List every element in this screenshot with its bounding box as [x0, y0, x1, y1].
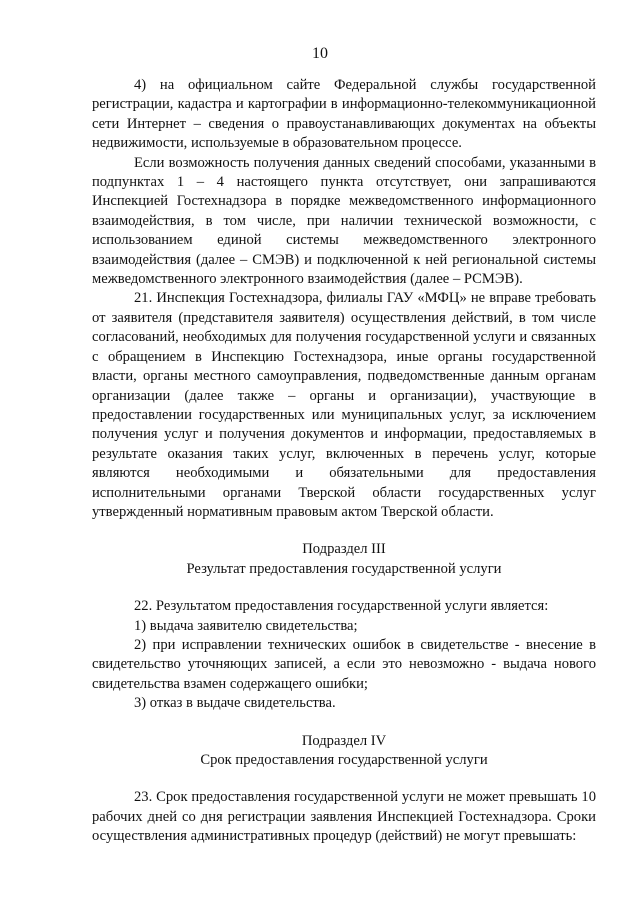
paragraph-item-4: 4) на официальном сайте Федеральной службы государственной регистрации, кадастра и картографии в информационно-телекоммуникационной сети Интернет – сведения о правоустанавливающих документах на объекты недвижимости, используемые в образовательном процессе.	[92, 77, 596, 152]
paragraph-smev: Если возможность получения данных сведений способами, указанными в подпунктах 1 – 4 настоящего пункта отсутствует, они запрашиваются Инспекцией Гостехнадзора в порядке межведомственного информационного взаимодействия, в том числе, при наличии технической возможности, с использованием единой системы межведомственного электронного взаимодействия (далее – СМЭВ) и подключенной к ней региональной системы межведомственного электронного взаимодействия (далее – РСМЭВ).	[92, 154, 596, 288]
paragraph-21: 21. Инспекция Гостехнадзора, филиалы ГАУ «МФЦ» не вправе требовать от заявителя (представителя заявителя) осуществления действий, в том числе согласований, необходимых для получения государственной услуги и связанных с обращением в Инспекцию Гостехнадзора, иные органы государственной власти, органы местного самоуправления, подведомственные данным органам организации (далее также – органы и организации), участвующие в предоставлении государственных или муниципальных услуг, за исключением получения услуг и получения документов и информации, предоставляемых в результате оказания таких услуг, включенных в перечень услуг, которые являются необходимыми и обязательными для предоставления исполнительными органами Тверской области государственных услуг утвержденный нормативным правовым актом Тверской области.	[92, 290, 596, 520]
paragraph-23: 23. Срок предоставления государственной услуги не может превышать 10 рабочих дней со дня регистрации заявления Инспекцией Гостехнадзора. Сроки осуществления административных процедур (действий) не могут превышать:	[92, 789, 596, 845]
subsection-3-title: Результат предоставления государственной услуги	[186, 560, 502, 577]
list-item: 3) отказ в выдаче свидетельства.	[134, 695, 336, 712]
list-item: 1) выдача заявителю свидетельства;	[134, 617, 358, 634]
paragraph-22: 22. Результатом предоставления государственной услуги является:	[134, 598, 549, 615]
list-item: 2) при исправлении технических ошибок в свидетельстве - внесение в свидетельство уточняющих записей, а если это невозможно - выдача нового свидетельства взамен содержащего ошибки;	[92, 636, 596, 692]
page-number: 10	[312, 45, 328, 62]
subsection-4-title: Срок предоставления государственной услуги	[200, 752, 488, 768]
document-body	[92, 76, 596, 847]
subsection-4-label: Подраздел IV	[301, 732, 387, 749]
subsection-3-label: Подраздел III	[302, 541, 386, 558]
